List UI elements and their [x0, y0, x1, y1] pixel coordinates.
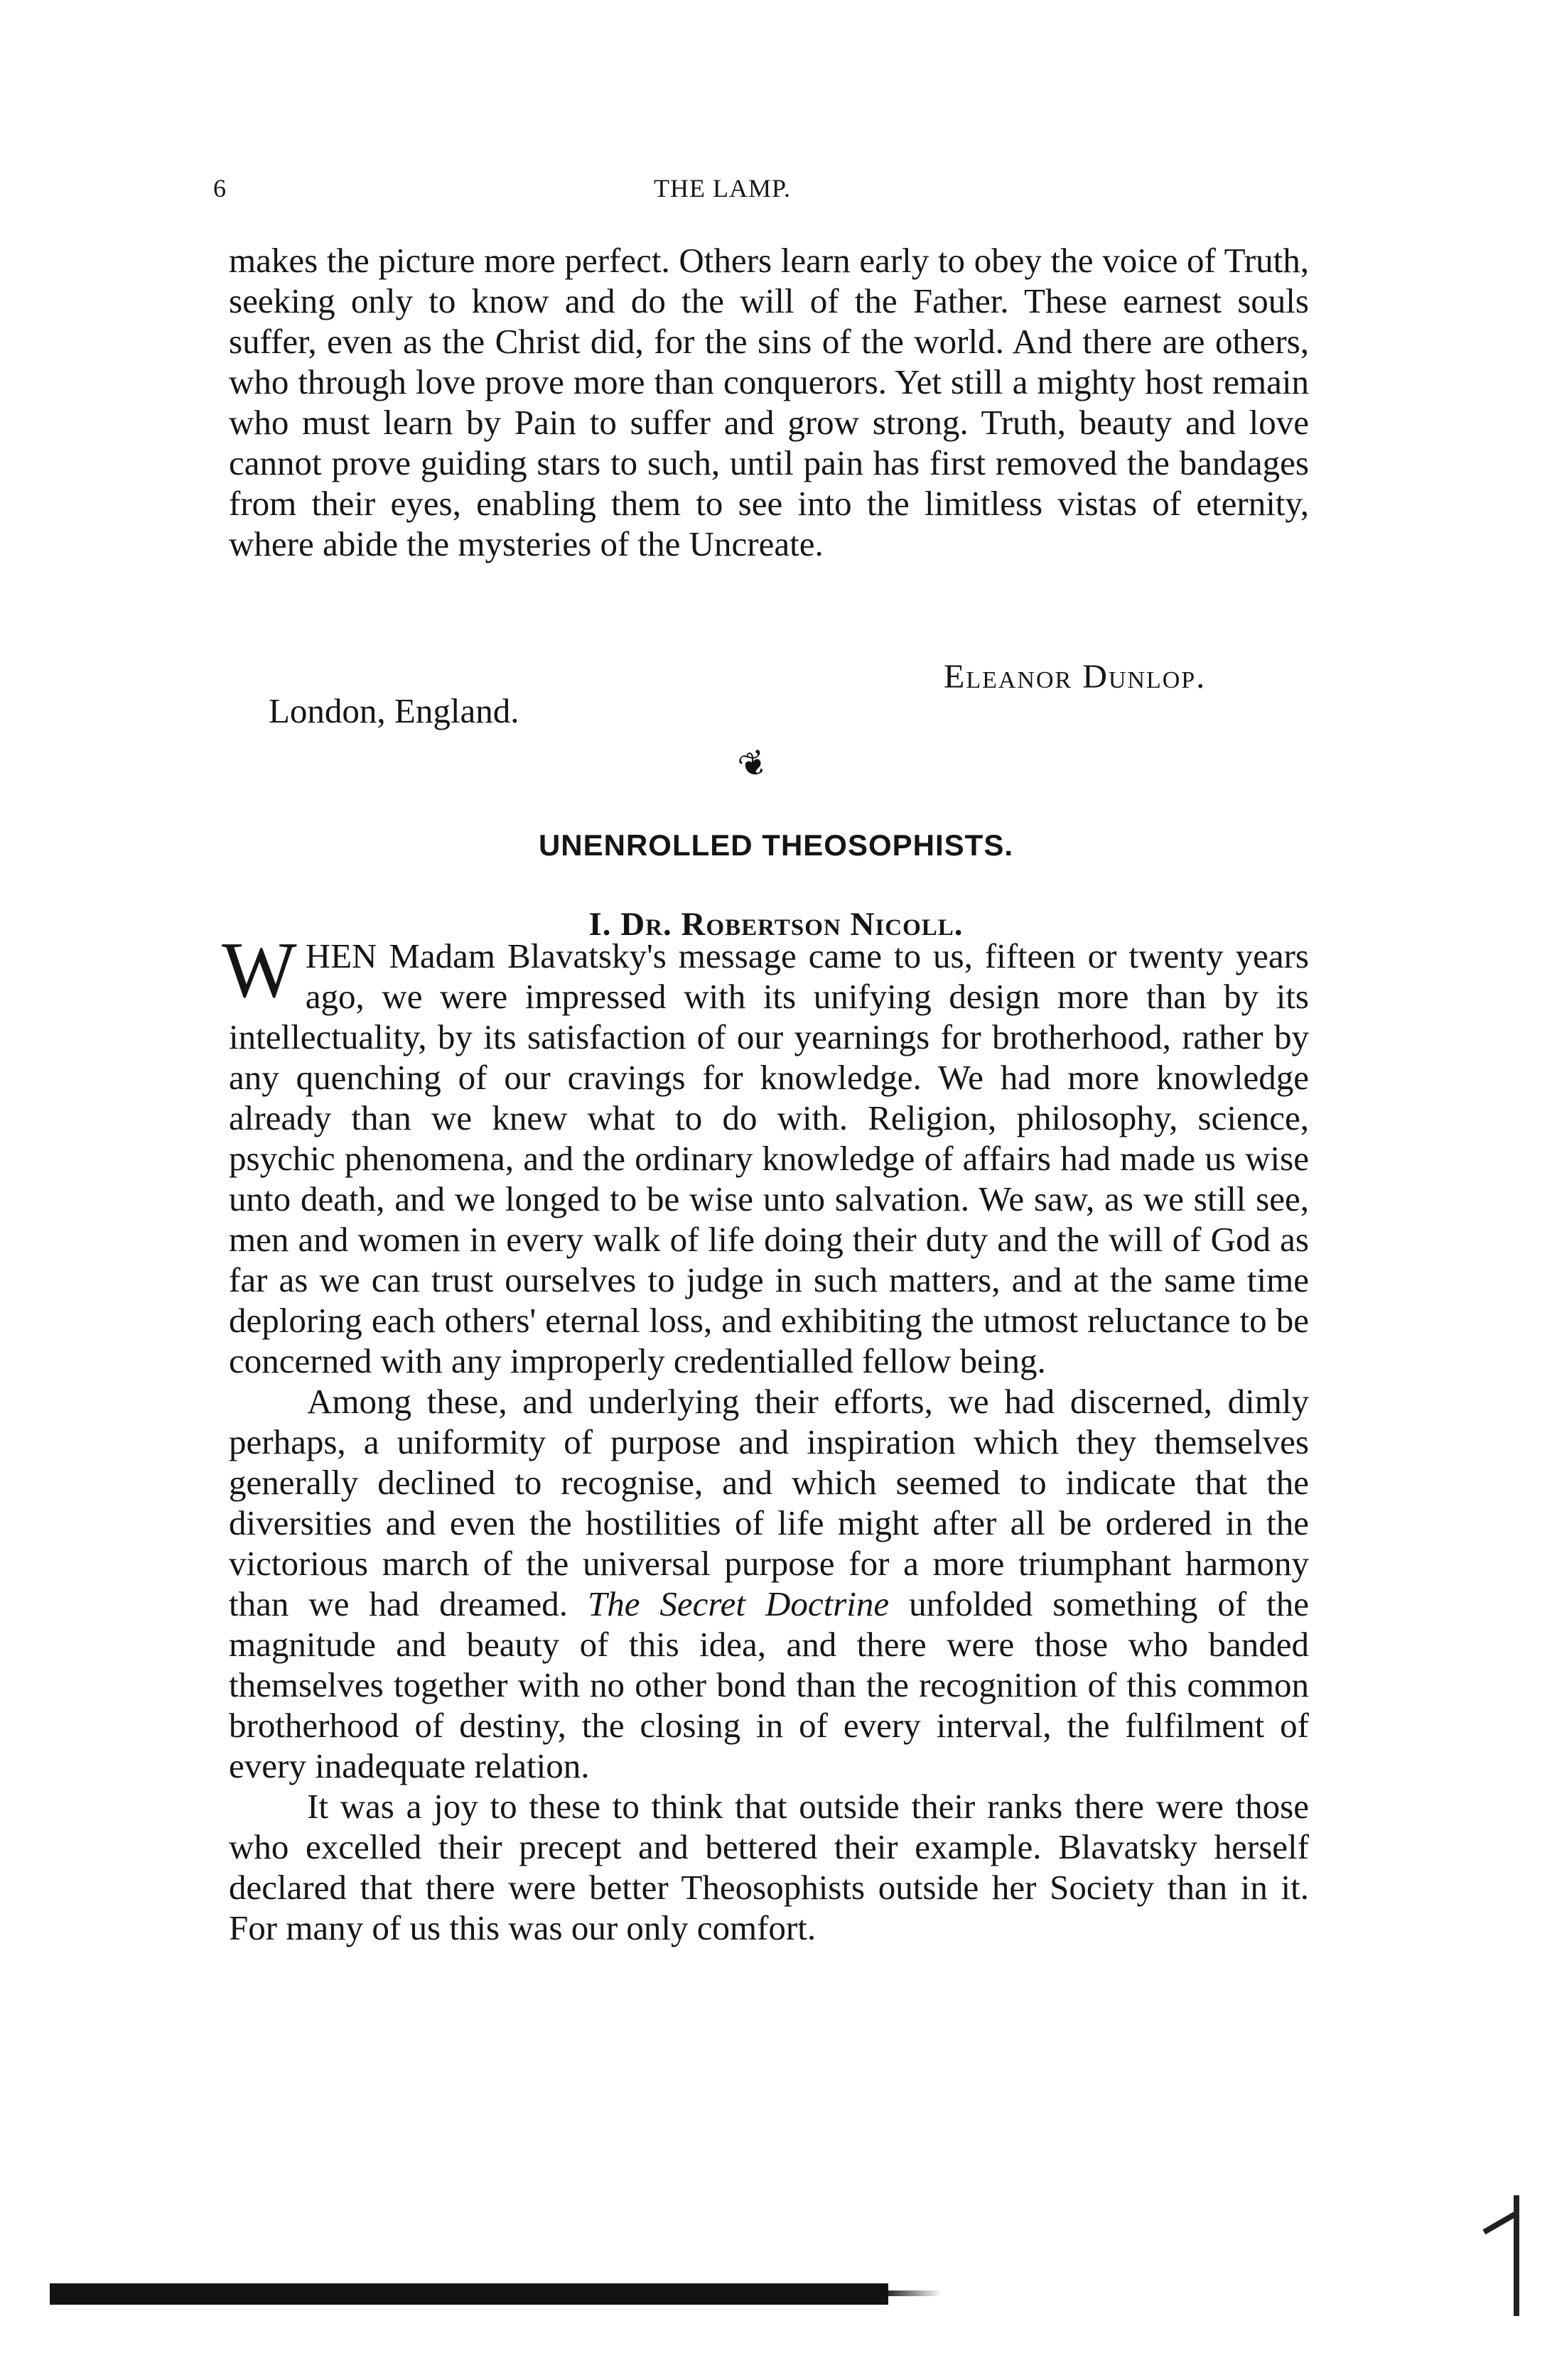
article-paragraph-3: It was a joy to these to think that outside their ranks there were those who excelled their precept and bettered their example. Blavatsky herself declared that there were better Theosophists outside her Society than in it. For many of us this was our only comfort. [229, 1787, 1309, 1947]
article-title: UNENROLLED THEOSOPHISTS. [538, 828, 1014, 862]
bottom-edge-rule [50, 2283, 888, 2305]
drop-cap: W [222, 926, 297, 1015]
opening-section [229, 240, 1309, 564]
running-head: THE LAMP. [654, 174, 792, 202]
article-body [222, 926, 1309, 1948]
article-paragraph-2 [229, 1381, 1309, 1786]
bottom-edge-fade [888, 2290, 942, 2296]
article-paragraph-2-end: unfolded something of the magnitude and beauty of this idea, and there were those who banded themselves together with no other bond than the recognition of this common brotherhood of destiny, the closing in of every interval, the fulfilment of every inadequate relation. [229, 1584, 1309, 1785]
author-signature: Eleanor Dunlop. [944, 658, 1207, 696]
page-header [213, 167, 1332, 210]
article-paragraph-1-text: HEN Madam Blavatsky's message came to us, fifteen or twenty years ago, we were impressed with its unifying design more than by its intellectuality, by its satisfaction of our yearnings for brotherhood, rather by any quenching of our cravings for knowledge. We had more knowledge already than we knew what to do with. Religion, philosophy, science, psychic phenomena, and the ordinary knowledge of affairs had made us wise unto death, and we longed to be wise unto salvation. We saw, as we still see, men and women in every walk of life doing their duty and the will of God as far as we can trust ourselves to judge in such matters, and at the same time deploring each others' eternal loss, and exhibiting the utmost reluctance to be concerned with any improperly credentialled fellow being. [229, 936, 1309, 1380]
article-paragraph-1 [222, 926, 1309, 1381]
book-title: The Secret Doctrine [587, 1584, 890, 1623]
opening-paragraph: makes the picture more perfect. Others learn early to obey the voice of Truth, seeking only to know and do the will of the Father. These earnest souls suffer, even as the Christ did, for the sins of the world. And there are others, who through love prove more than conquerors. Yet still a mighty host remain who must learn by Pain to suffer and grow strong. Truth, beauty and love cannot prove guiding stars to such, until pain has first removed the bandages from their eyes, enabling them to see into the limitless vistas of eternity, where abide the mysteries of the Uncreate. [229, 241, 1309, 563]
author-place: London, England. [269, 691, 519, 730]
page-number: 6 [213, 174, 226, 202]
article-paragraph-2-start: Among these, and underlying their efforts, we had discerned, dimly perhaps, a uniformity of purpose and inspiration which they themselves generally declined to recognise, and which seemed to indicate that the diversities and even the hostilities of life might after all be ordered in the victorious march of the universal purpose for a more triumphant harmony than we had dreamed. [229, 1382, 1309, 1623]
section-ornament-icon: ❦ [733, 740, 774, 789]
article-subtitle: I. Dr. Robertson Nicoll. [588, 906, 964, 943]
